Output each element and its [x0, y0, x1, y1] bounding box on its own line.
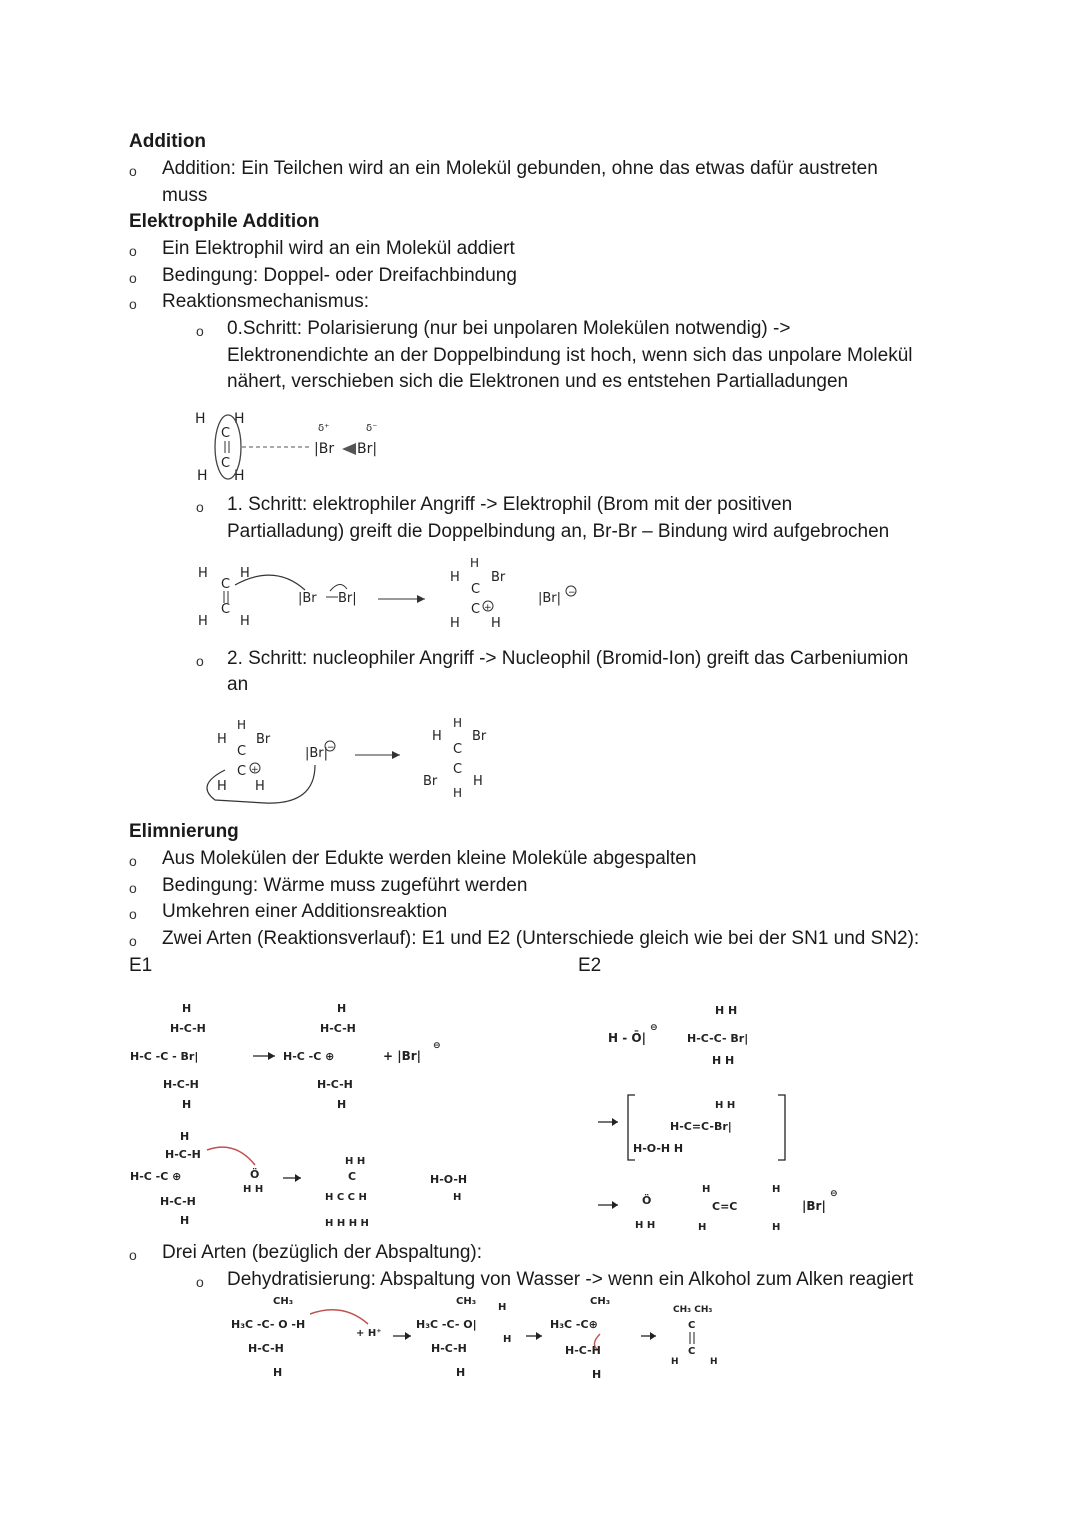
svg-text:C: C [221, 456, 231, 471]
svg-text:H: H [273, 1366, 283, 1379]
svg-text:H: H [337, 1002, 347, 1015]
svg-text:H: H [234, 411, 245, 427]
svg-text:Ö: Ö [250, 1168, 260, 1181]
svg-text:H: H [182, 1002, 192, 1015]
svg-text:H: H [453, 1192, 462, 1203]
svg-text:H-C-H: H-C-H [163, 1078, 199, 1091]
svg-text:CH₃: CH₃ [273, 1296, 294, 1307]
label-e1: E1 [129, 955, 153, 976]
svg-text:C: C [221, 602, 231, 617]
svg-text:H-C-H: H-C-H [165, 1148, 201, 1161]
step0-line3: nähert, verschieben sich die Elektronen und es entstehen Partialladungen [227, 371, 849, 392]
svg-text:C: C [688, 1320, 696, 1331]
eliminierung-bullet-4: Zwei Arten (Reaktionsverlauf): E1 und E2 (Unterschiede gleich wie bei der SN1 und SN2): [162, 928, 920, 949]
e2-scheme [590, 1000, 850, 1235]
svg-text:H: H [240, 614, 250, 629]
svg-text:+ |Br|: + |Br| [383, 1049, 422, 1063]
svg-text:H-O-H H: H-O-H H [633, 1142, 684, 1155]
svg-text:CH₃: CH₃ [590, 1296, 611, 1307]
svg-text:H: H [453, 716, 463, 730]
step1-scheme [195, 555, 595, 635]
bullet-marker: o [196, 499, 204, 515]
step1-line1: 1. Schritt: elektrophiler Angriff -> Elektrophil (Brom mit der positiven [227, 494, 793, 515]
svg-text:H H: H H [345, 1156, 366, 1167]
elektrophile-bullet-3: Reaktionsmechanismus: [162, 291, 369, 312]
svg-text:H: H [772, 1184, 781, 1195]
bullet-marker: o [129, 853, 137, 869]
svg-text:C: C [221, 426, 231, 441]
svg-text:H: H [698, 1222, 707, 1233]
svg-text:H H: H H [715, 1100, 736, 1111]
svg-text:H: H [592, 1368, 602, 1381]
svg-text:Br|: Br| [338, 591, 357, 606]
elektrophile-bullet-2: Bedingung: Doppel- oder Dreifachbindung [162, 265, 517, 286]
eliminierung-bullet-1: Aus Molekülen der Edukte werden kleine Moleküle abgespalten [162, 848, 697, 869]
svg-text:C: C [453, 762, 463, 777]
svg-text:H H: H H [712, 1054, 735, 1067]
svg-text:H C C H: H C C H [325, 1192, 367, 1203]
svg-text:CH₃: CH₃ [456, 1296, 477, 1307]
svg-text:H-C-H: H-C-H [317, 1078, 353, 1091]
svg-text:H: H [473, 774, 483, 789]
svg-text:H: H [470, 556, 480, 570]
e1-scheme [125, 1000, 468, 1235]
elektrophile-bullet-1: Ein Elektrophil wird an ein Molekül addiert [162, 238, 515, 259]
svg-text:H: H [255, 779, 265, 794]
svg-text:C: C [221, 577, 231, 592]
dehydratisierung: Dehydratisierung: Abspaltung von Wasser -> wenn ein Alkohol zum Alken reagiert [227, 1269, 914, 1290]
svg-text:|Br|: |Br| [802, 1199, 826, 1213]
svg-text:+: + [484, 603, 492, 613]
svg-text:H H H H: H H H H [325, 1218, 369, 1229]
step2-line1: 2. Schritt: nucleophiler Angriff -> Nucleophil (Bromid-Ion) greift das Carbeniumion [227, 648, 909, 669]
svg-text:C: C [471, 602, 481, 617]
svg-text:H: H [456, 1366, 466, 1379]
svg-text:⊖: ⊖ [650, 1023, 658, 1033]
svg-text:C: C [688, 1346, 696, 1357]
svg-text:C=C: C=C [712, 1200, 738, 1213]
bullet-marker: o [196, 653, 204, 669]
addition-definition-line2: muss [162, 185, 208, 206]
svg-text:+: + [251, 765, 259, 775]
svg-text:H H: H H [243, 1184, 264, 1195]
svg-text:H: H [180, 1214, 190, 1227]
svg-text:H: H [337, 1098, 347, 1111]
svg-text:Br: Br [472, 729, 487, 744]
svg-text:H₃C -C⊕: H₃C -C⊕ [550, 1318, 598, 1331]
svg-text:H: H [197, 468, 208, 484]
svg-text:|Br: |Br [314, 441, 335, 457]
svg-text:|Br: |Br [298, 591, 317, 606]
svg-text:Ö: Ö [642, 1194, 652, 1207]
svg-text:H-C-H: H-C-H [170, 1022, 206, 1035]
svg-text:H-C -C ⊕: H-C -C ⊕ [130, 1170, 182, 1183]
svg-text:H: H [237, 718, 247, 732]
label-e2: E2 [578, 955, 602, 976]
bullet-marker: o [129, 296, 137, 312]
heading-elektrophile-addition: Elektrophile Addition [129, 211, 320, 232]
heading-eliminierung: Elimnierung [129, 821, 239, 842]
step2-scheme [195, 715, 515, 805]
step2-line2: an [227, 674, 249, 695]
svg-text:H-C -C - Br|: H-C -C - Br| [130, 1050, 199, 1063]
svg-text:H: H [453, 786, 463, 800]
svg-text:⊖: ⊖ [433, 1041, 441, 1051]
svg-text:H: H [498, 1302, 507, 1313]
svg-text:H: H [450, 570, 460, 585]
svg-text:H: H [240, 566, 250, 581]
step0-line2: Elektronendichte an der Doppelbindung ist hoch, wenn sich das unpolare Molekül [227, 345, 913, 366]
svg-text:H: H [710, 1357, 718, 1367]
heading-addition: Addition [129, 131, 207, 152]
svg-text:H-C-H: H-C-H [320, 1022, 356, 1035]
step1-line2: Partialladung) greift die Doppelbindung an, Br-Br – Bindung wird aufgebrochen [227, 521, 890, 542]
bullet-marker: o [129, 880, 137, 896]
svg-text:H - Ō|: H - Ō| [608, 1031, 646, 1045]
svg-text:C: C [348, 1170, 357, 1183]
svg-text:H-C -C ⊕: H-C -C ⊕ [283, 1050, 335, 1063]
svg-text:Br: Br [491, 570, 506, 585]
svg-text:H: H [503, 1334, 512, 1345]
svg-text:δ⁻: δ⁻ [366, 423, 378, 434]
svg-text:H: H [180, 1130, 190, 1143]
step0-line1: 0.Schritt: Polarisierung (nur bei unpolaren Molekülen notwendig) -> [227, 318, 791, 339]
dehydratisierung-scheme [228, 1292, 748, 1387]
svg-text:H: H [702, 1184, 711, 1195]
svg-text:H: H [198, 566, 208, 581]
drei-arten: Drei Arten (bezüglich der Abspaltung): [162, 1242, 483, 1263]
svg-text:C: C [237, 764, 247, 779]
svg-text:−: − [568, 588, 576, 598]
svg-text:H-C-H: H-C-H [431, 1342, 467, 1355]
svg-text:H H: H H [635, 1220, 656, 1231]
bullet-marker: o [129, 163, 137, 179]
svg-text:H H: H H [715, 1004, 738, 1017]
addition-definition-line1: Addition: Ein Teilchen wird an ein Molekül gebunden, ohne das etwas dafür austreten [162, 158, 878, 179]
svg-text:H: H [195, 411, 206, 427]
svg-text:|Br|: |Br| [305, 746, 329, 761]
svg-text:H₃C -C- O -H: H₃C -C- O -H [231, 1318, 306, 1331]
svg-text:Br|: Br| [357, 441, 378, 457]
svg-text:|Br|: |Br| [538, 591, 562, 606]
svg-text:C: C [237, 744, 247, 759]
svg-text:Br: Br [256, 732, 271, 747]
svg-text:H-C-H: H-C-H [248, 1342, 284, 1355]
eliminierung-bullet-2: Bedingung: Wärme muss zugeführt werden [162, 875, 528, 896]
svg-text:H: H [671, 1357, 679, 1367]
bullet-marker: o [129, 1247, 137, 1263]
svg-text:H-C-H: H-C-H [565, 1344, 601, 1357]
bullet-marker: o [129, 270, 137, 286]
svg-text:H: H [450, 616, 460, 631]
svg-text:H: H [217, 779, 227, 794]
svg-text:C: C [453, 742, 463, 757]
svg-text:H: H [432, 729, 442, 744]
svg-text:H₃C -C- O|: H₃C -C- O| [416, 1318, 477, 1331]
svg-text:H-C=C-Br|: H-C=C-Br| [670, 1120, 732, 1133]
svg-text:H: H [491, 616, 501, 631]
eliminierung-bullet-3: Umkehren einer Additionsreaktion [162, 901, 448, 922]
bullet-marker: o [129, 243, 137, 259]
svg-text:C: C [471, 582, 481, 597]
svg-text:H: H [182, 1098, 192, 1111]
svg-text:H: H [234, 468, 245, 484]
svg-text:H: H [217, 732, 227, 747]
bullet-marker: o [196, 1274, 204, 1290]
bullet-marker: o [129, 933, 137, 949]
svg-text:Br: Br [423, 774, 438, 789]
svg-text:H-O-H: H-O-H [430, 1173, 468, 1186]
svg-text:H-C-H: H-C-H [160, 1195, 196, 1208]
svg-text:H: H [772, 1222, 781, 1233]
bullet-marker: o [196, 323, 204, 339]
svg-text:CH₃ CH₃: CH₃ CH₃ [673, 1305, 713, 1315]
svg-text:⊖: ⊖ [830, 1189, 838, 1199]
svg-text:δ⁺: δ⁺ [318, 423, 330, 434]
bullet-marker: o [129, 906, 137, 922]
polarisation-scheme [190, 405, 410, 485]
svg-text:H: H [198, 614, 208, 629]
svg-text:+ H⁺: + H⁺ [356, 1328, 382, 1339]
svg-text:H-C-C- Br|: H-C-C- Br| [687, 1032, 749, 1045]
svg-text:−: − [327, 743, 335, 753]
